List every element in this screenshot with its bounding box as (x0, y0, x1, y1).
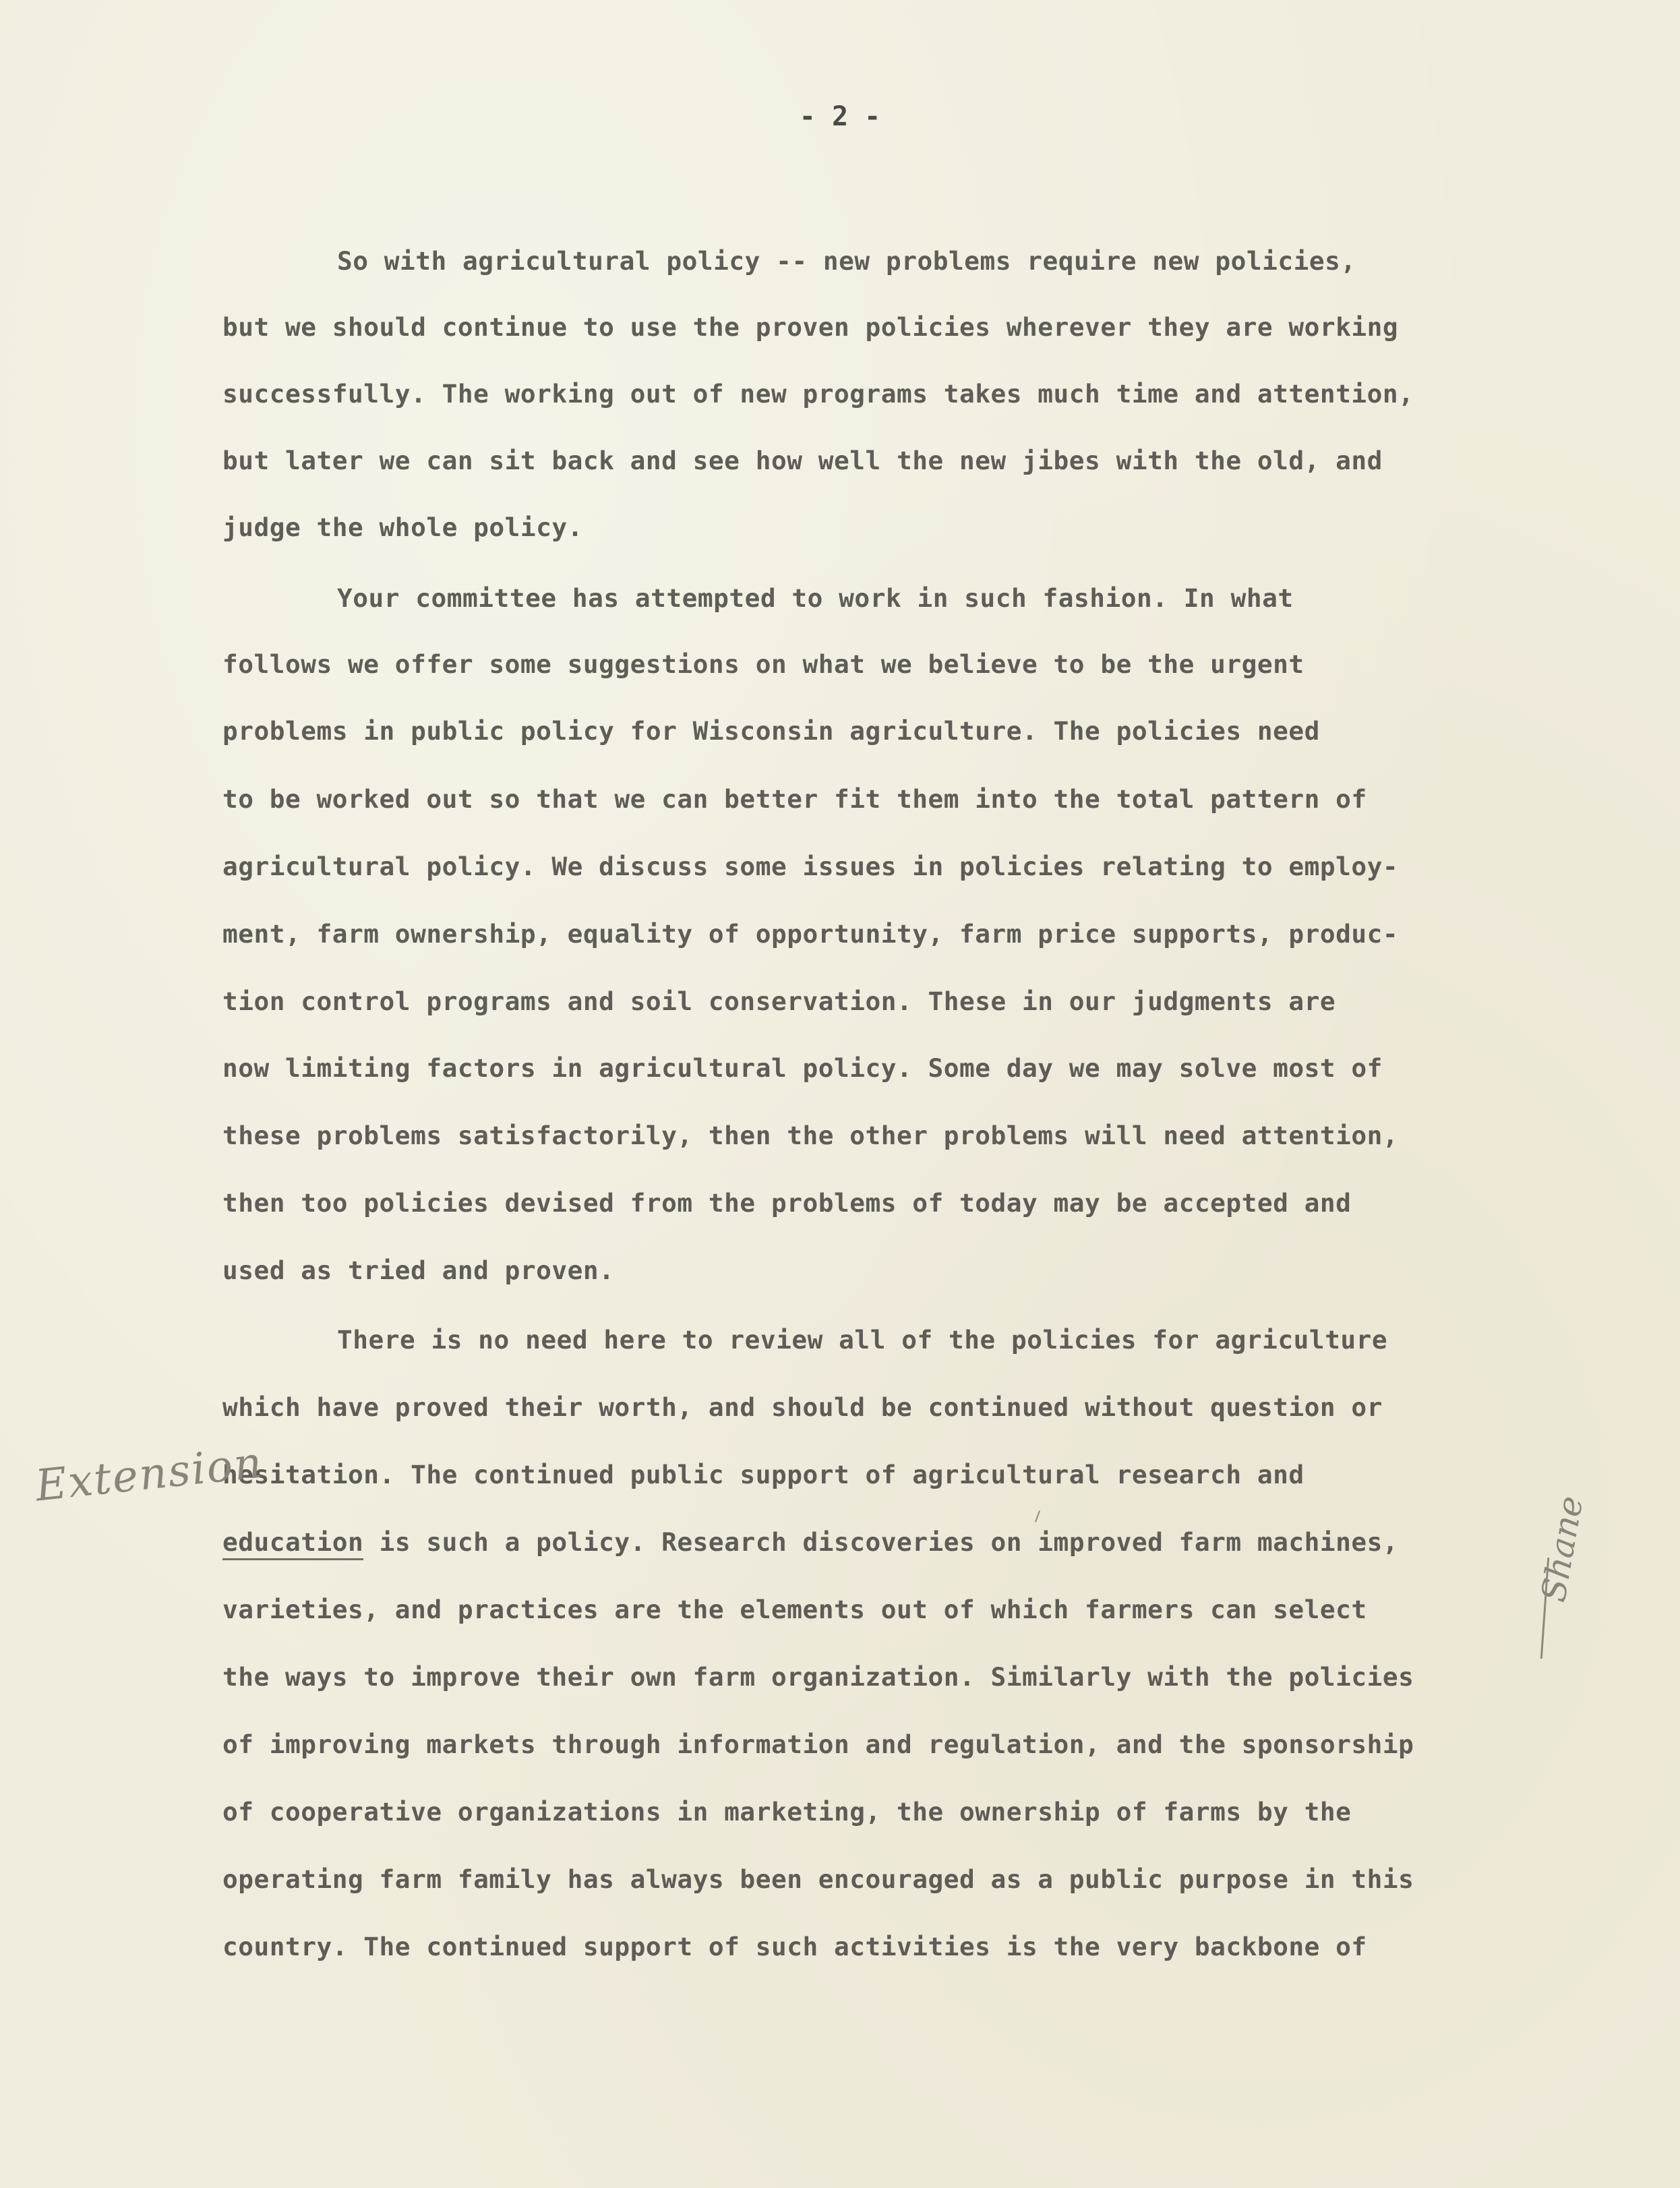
text-line: tion control programs and soil conservation. These in our judgments are (222, 986, 1336, 1016)
text-line: of improving markets through information and regulation, and the sponsorship (222, 1729, 1414, 1759)
handwritten-note-extension: Extension (33, 1438, 266, 1512)
text-line: to be worked out so that we can better fit them into the total pattern of (222, 784, 1367, 814)
text-line: but later we can sit back and see how well the new jibes with the old, and (222, 446, 1383, 475)
text-line: operating farm family has always been encouraged as a public purpose in this (222, 1864, 1414, 1894)
text-line: of cooperative organizations in marketing, the ownership of farms by the (222, 1797, 1352, 1827)
underlined-word: education (222, 1527, 363, 1560)
text-line (222, 1527, 1398, 1557)
text-line: follows we offer some suggestions on what we believe to be the urgent (222, 649, 1304, 679)
text-line: used as tried and proven. (222, 1255, 615, 1285)
text-line: varieties, and practices are the elements out of which farmers can select (222, 1595, 1367, 1624)
text-fragment: is such a policy. Research discoveries on improved farm machines, (363, 1527, 1399, 1557)
text-line: So with agricultural policy -- new problems require new policies, (337, 246, 1356, 276)
handwritten-note-right: Shane (1534, 1493, 1591, 1605)
text-line: country. The continued support of such activities is the very backbone of (222, 1932, 1367, 1961)
text-line: now limiting factors in agricultural policy. Some day we may solve most of (222, 1053, 1383, 1083)
text-line: which have proved their worth, and should be continued without question or (222, 1392, 1383, 1422)
text-line: but we should continue to use the proven policies wherever they are working (222, 312, 1399, 342)
text-line: agricultural policy. We discuss some issues in policies relating to employ- (222, 852, 1399, 881)
text-line: There is no need here to review all of the policies for agriculture (337, 1325, 1388, 1355)
text-line: judge the whole policy. (222, 512, 583, 542)
text-line: problems in public policy for Wisconsin agriculture. The policies need (222, 716, 1320, 746)
text-line: these problems satisfactorily, then the other problems will need attention, (222, 1121, 1399, 1150)
insertion-mark (1035, 1510, 1040, 1522)
text-line: hesitation. The continued public support of agricultural research and (222, 1460, 1304, 1489)
text-line: ment, farm ownership, equality of opportunity, farm price supports, produc- (222, 919, 1399, 949)
text-line: the ways to improve their own farm organization. Similarly with the policies (222, 1662, 1414, 1692)
text-line: successfully. The working out of new programs takes much time and attention, (222, 379, 1414, 409)
text-line: then too policies devised from the problems of today may be accepted and (222, 1188, 1352, 1218)
page-number: - 2 - (799, 101, 881, 132)
text-line: Your committee has attempted to work in such fashion. In what (337, 583, 1294, 613)
